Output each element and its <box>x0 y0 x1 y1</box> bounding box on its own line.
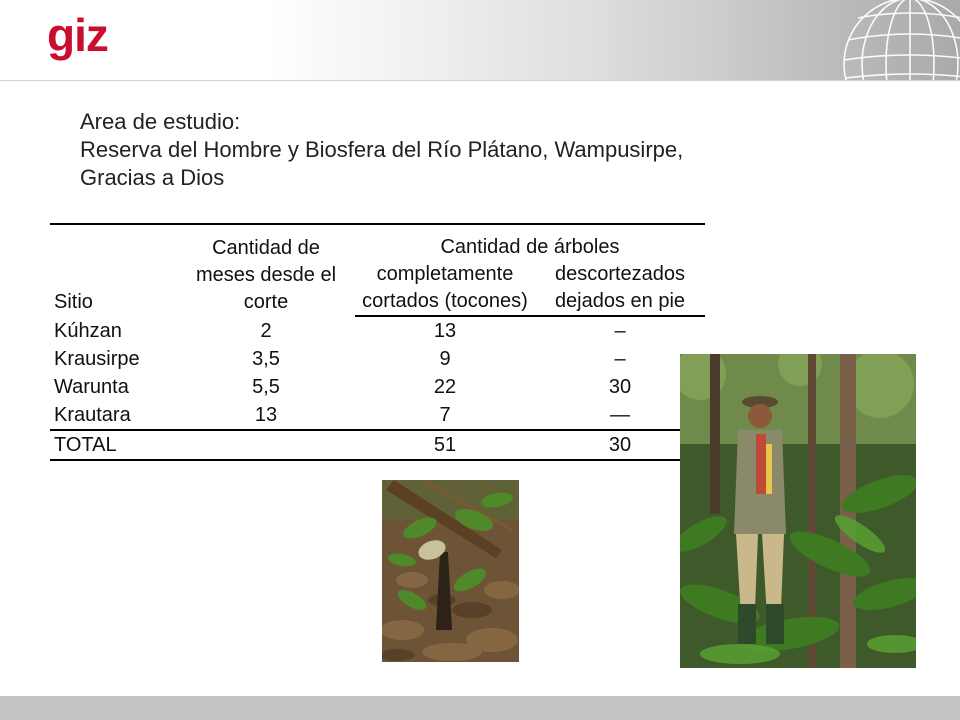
cell-sitio: Kúhzan <box>54 319 122 342</box>
header-completos <box>355 261 535 316</box>
cell-sitio: Krautara <box>54 404 131 426</box>
title-line-2: Reserva del Hombre y Biosfera del Río Plátano, Wampusirpe, <box>80 137 684 162</box>
cell-tocones: 13 <box>433 320 457 342</box>
cell-meses: 3,5 <box>252 348 280 370</box>
title-line-1: Area de estudio: <box>80 109 241 134</box>
cell-meses: 13 <box>254 404 278 426</box>
cell-total-label: TOTAL <box>50 430 177 460</box>
header-descortezados-line-2: dejados en pie <box>554 290 686 312</box>
cell-pie: — <box>610 404 630 426</box>
cell-tocones: 7 <box>439 404 451 426</box>
slide-footer-bar <box>0 696 960 720</box>
cell-sitio: Warunta <box>54 376 129 398</box>
table-total-row <box>50 430 705 460</box>
cell-meses: 2 <box>260 319 272 342</box>
header-meses-line-2: meses desde el <box>195 264 337 286</box>
header-completos-line-2: cortados (tocones) <box>362 290 528 312</box>
cell-pie: 30 <box>608 376 632 398</box>
cell-tocones: 9 <box>439 348 451 370</box>
header-meses-line-3: corte <box>243 291 289 313</box>
slide-title <box>80 108 860 192</box>
cell-total-meses <box>177 430 355 460</box>
header-meses <box>177 224 355 316</box>
title-line-3: Gracias a Dios <box>80 165 225 190</box>
table-row <box>50 345 705 373</box>
cell-total-tocones: 51 <box>355 430 535 460</box>
photo-person-forest <box>680 354 916 668</box>
header-cantidad-arboles: Cantidad de árboles <box>355 224 705 261</box>
cell-tocones: 22 <box>433 376 457 398</box>
study-sites-table <box>50 223 705 461</box>
header-descortezados <box>535 261 705 316</box>
header-sitio: Sitio <box>50 224 177 316</box>
giz-logo: giz <box>47 9 108 61</box>
slide-header <box>0 0 960 81</box>
cell-meses: 5,5 <box>252 376 280 398</box>
globe-icon <box>838 0 960 80</box>
table-header-row <box>50 224 705 261</box>
photo-tree-stump <box>382 480 519 662</box>
table-row <box>50 316 705 345</box>
cell-sitio: Krausirpe <box>54 348 140 370</box>
table-row <box>50 401 705 430</box>
header-meses-line-1: Cantidad de <box>212 237 320 259</box>
cell-pie: – <box>614 348 626 370</box>
cell-total-pie: 30 <box>535 430 705 460</box>
header-descortezados-line-1: descortezados <box>554 263 686 285</box>
table-row <box>50 373 705 401</box>
header-completos-line-1: completamente <box>376 263 514 285</box>
cell-pie: – <box>614 320 626 342</box>
